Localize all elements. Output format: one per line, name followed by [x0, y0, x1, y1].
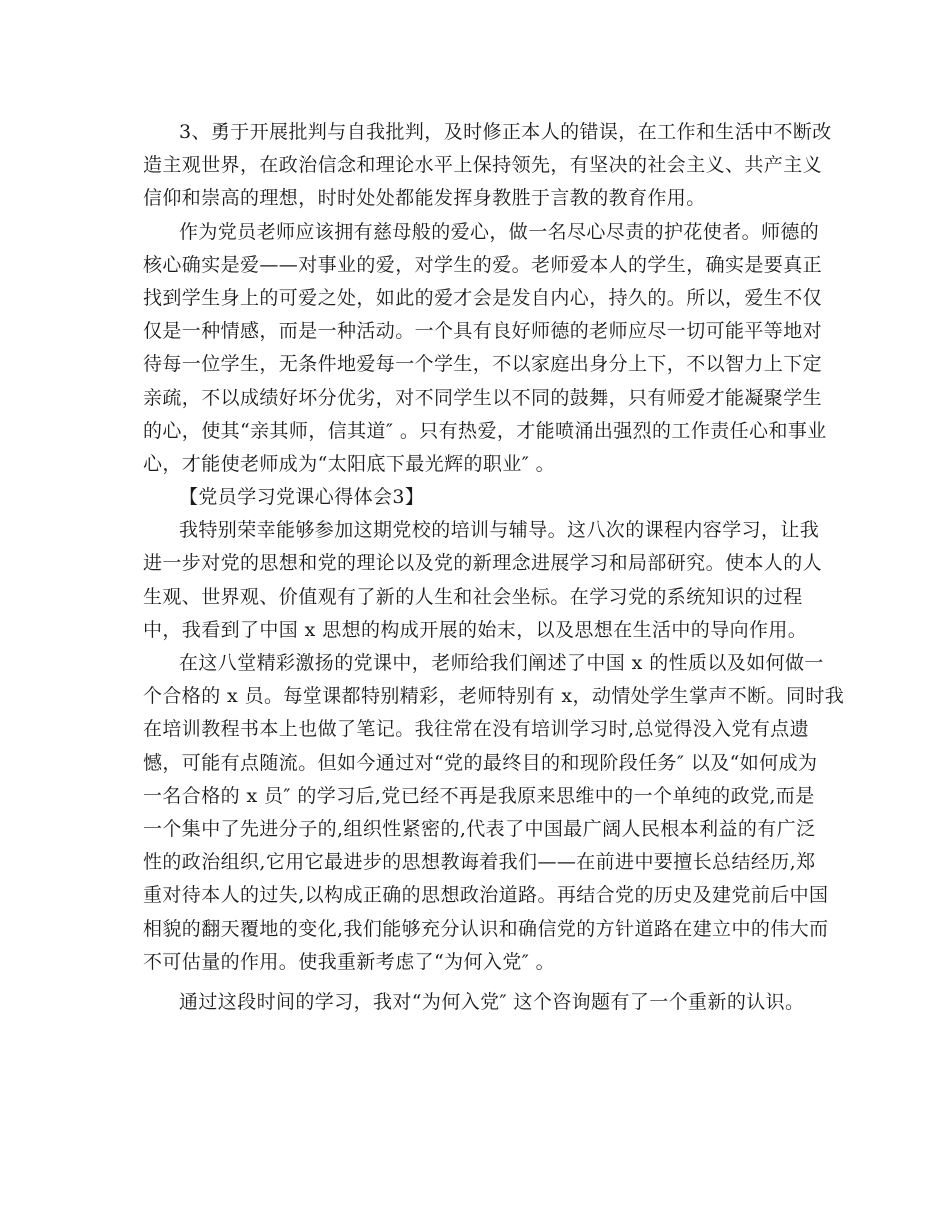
text-line: 心，才能使老师成为“太阳底下最光辉的职业″ 。 — [143, 452, 556, 475]
text-line: 造主观世界，在政治信念和理论水平上保持领先，有坚决的社会主义、共产主义 — [143, 154, 823, 177]
text-line: 仅是一种情感，而是一种活动。一个具有良好师德的老师应尽一切可能平等地对 — [143, 320, 823, 343]
paragraph-2 — [143, 216, 827, 482]
text-line: 进一步对党的思想和党的理论以及党的新理念进展学习和局部研究。使本人的人 — [143, 552, 823, 575]
text-line: 中，我看到了中国 x 思想的构成开展的始末，以及思想在生活中的导向作用。 — [143, 618, 808, 641]
text-line: 通过这段时间的学习，我对“为何入党″ 这个咨询题有了一个重新的认识。 — [179, 990, 805, 1013]
text-line: 重对待本人的过失,以构成正确的思想政治道路。再结合党的历史及建党前后中国 — [143, 884, 829, 907]
text-line: 憾，可能有点随流。但如今通过对“党的最终目的和现阶段任务″ 以及“如何成为 — [143, 751, 818, 774]
text-line: 待每一位学生，无条件地爱每一个学生，不以家庭出身分上下，不以智力上下定 — [143, 353, 823, 376]
text-line: 在培训教程书本上也做了笔记。我往常在没有培训学习时,总觉得没入党有点遗 — [143, 718, 810, 741]
text-line: 个合格的 x 员。每堂课都特别精彩，老师特别有 x，动情处学生掌声不断。同时我 — [143, 685, 845, 708]
text-line: 作为党员老师应该拥有慈母般的爱心，做一名尽心尽责的护花使者。师德的 — [179, 220, 820, 243]
text-line: 3、勇于开展批判与自我批判，及时修正本人的错误，在工作和生活中不断改 — [179, 121, 832, 143]
text-line: 一个集中了先进分子的,组织性紧密的,代表了中国最广阔人民根本利益的有广泛 — [143, 817, 816, 840]
section-heading-block — [143, 481, 806, 514]
section-heading: 【党员学习党课心得体会3】 — [179, 486, 425, 509]
text-line: 我特别荣幸能够参加这期党校的培训与辅导。这八次的课程内容学习，让我 — [179, 519, 820, 542]
text-line: 的心，使其“亲其师，信其道″ 。只有热爱，才能喷涌出强烈的工作责任心和事业 — [143, 419, 827, 442]
text-line: 在这八堂精彩激扬的党课中，老师给我们阐述了中国 x 的性质以及如何做一 — [179, 652, 824, 674]
text-line: 一名合格的 x 员″ 的学习后,党已经不再是我原来思维中的一个单纯的政党,而是 — [143, 784, 815, 807]
paragraph-4 — [143, 647, 845, 979]
text-line: 不可估量的作用。使我重新考虑了“为何入党″ 。 — [143, 950, 556, 973]
text-line: 亲疏，不以成绩好坏分优劣，对不同学生以不同的鼓舞，只有师爱才能凝聚学生 — [143, 386, 823, 409]
paragraph-gap — [143, 979, 806, 986]
text-line: 生观、世界观、价值观有了新的人生和社会坐标。在学习党的系统知识的过程 — [143, 585, 803, 608]
text-line: 找到学生身上的可爱之处，如此的爱才会是发自内心，持久的。所以，爱生不仅 — [143, 286, 823, 309]
paragraph-1 — [143, 116, 832, 216]
paragraph-5 — [143, 986, 806, 1019]
text-line: 性的政治组织,它用它最进步的思想教诲着我们——在前进中要擅长总结经历,郑 — [143, 851, 816, 874]
text-line: 核心确实是爱——对事业的爱，对学生的爱。老师爱本人的学生，确实是要真正 — [143, 253, 823, 276]
paragraph-3 — [143, 514, 823, 647]
text-line: 相貌的翻天覆地的变化,我们能够充分认识和确信党的方针道路在建立中的伟大而 — [143, 917, 829, 940]
text-line: 信仰和崇高的理想，时时处处都能发挥身教胜于言教的教育作用。 — [143, 187, 706, 210]
document-body — [143, 116, 845, 1019]
